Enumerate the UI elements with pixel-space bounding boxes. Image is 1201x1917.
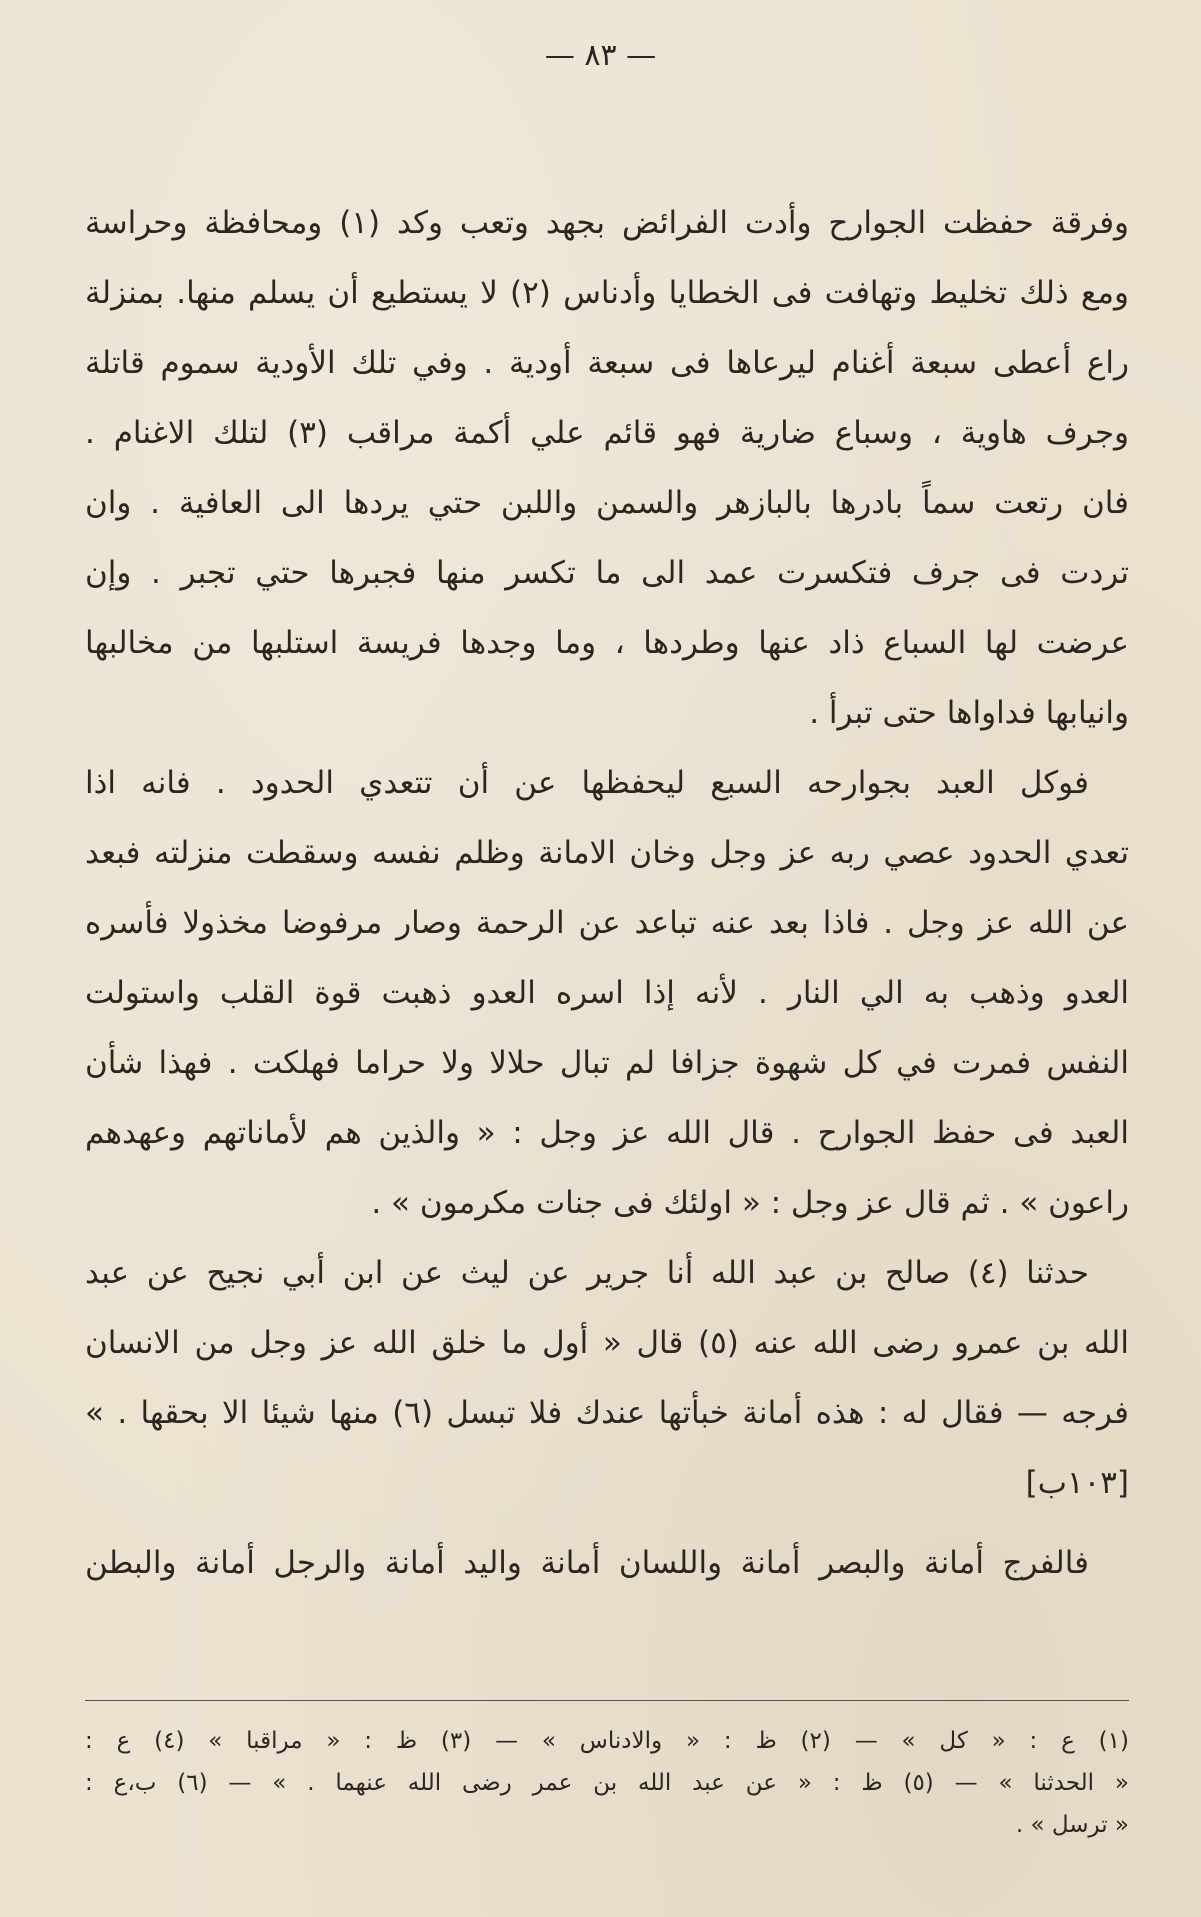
text-line: فان رتعت سماً بادرها بالبازهر والسمن واللبن حتي يردها الى العافية . وان	[85, 485, 1129, 521]
footnote-divider	[85, 1700, 1129, 1701]
text-line: فرجه — فقال له : هذه أمانة خبأتها عندك فلا تبسل (٦) منها شيئا الا بحقها . »	[85, 1395, 1129, 1431]
main-text	[85, 188, 1129, 1598]
text-line: راعون » . ثم قال عز وجل : « اولئك فى جنات مكرمون » .	[371, 1185, 1129, 1221]
text-line: حدثنا (٤) صالح بن عبد الله أنا جرير عن ليث عن ابن أبي نجيح عن عبد	[85, 1255, 1089, 1291]
footnote-line: « الحدثنا » — (٥) ظ : « عن عبد الله بن عمر رضى الله عنهما . » — (٦) ب،ع :	[85, 1770, 1129, 1796]
folio-marker: [١٠٣ب]	[1025, 1465, 1129, 1501]
text-line: فالفرج أمانة والبصر أمانة واللسان أمانة واليد أمانة والرجل أمانة والبطن	[85, 1545, 1089, 1581]
text-line: عرضت لها السباع ذاد عنها وطردها ، وما وجدها فريسة استلبها من مخالبها	[85, 625, 1129, 661]
text-line: ومع ذلك تخليط وتهافت فى الخطايا وأدناس (٢) لا يستطيع أن يسلم منها. بمنزلة	[85, 275, 1129, 311]
text-line: راع أعطى سبعة أغنام ليرعاها فى سبعة أودية . وفي تلك الأودية سموم قاتلة	[85, 345, 1129, 381]
text-line: العبد فى حفظ الجوارح . قال الله عز وجل : « والذين هم لأماناتهم وعهدهم	[85, 1115, 1129, 1151]
footnotes	[85, 1720, 1129, 1846]
text-line: تردت فى جرف فتكسرت عمد الى ما تكسر منها فجبرها حتي تجبر . وإن	[85, 555, 1129, 591]
text-line: وفرقة حفظت الجوارح وأدت الفرائض بجهد وتعب وكد (١) ومحافظة وحراسة	[85, 205, 1129, 241]
footnote-line: « ترسل » .	[1015, 1812, 1129, 1838]
text-line: فوكل العبد بجوارحه السبع ليحفظها عن أن تتعدي الحدود . فانه اذا	[85, 765, 1089, 801]
text-line: الله بن عمرو رضى الله عنه (٥) قال « أول ما خلق الله عز وجل من الانسان	[85, 1325, 1129, 1361]
text-line: وانيابها فداواها حتى تبرأ .	[809, 695, 1129, 731]
text-line: العدو وذهب به الي النار . لأنه إذا اسره العدو ذهبت قوة القلب واستولت	[85, 975, 1129, 1011]
text-line: تعدي الحدود عصي ربه عز وجل وخان الامانة وظلم نفسه وسقطت منزلته فبعد	[85, 835, 1129, 871]
text-line: النفس فمرت في كل شهوة جزافا لم تبال حلالا ولا حراما فهلكت . فهذا شأن	[85, 1045, 1129, 1081]
text-line: عن الله عز وجل . فاذا بعد عنه تباعد عن الرحمة وصار مرفوضا مخذولا فأسره	[85, 905, 1129, 941]
footnote-line: (١) ع : « كل » — (٢) ظ : « والادناس » — (٣) ظ : « مراقبا » (٤) ع :	[85, 1728, 1129, 1754]
text-line: وجرف هاوية ، وسباع ضارية فهو قائم علي أكمة مراقب (٣) لتلك الاغنام .	[85, 415, 1129, 451]
page-number: — ٨٣ —	[544, 38, 657, 73]
